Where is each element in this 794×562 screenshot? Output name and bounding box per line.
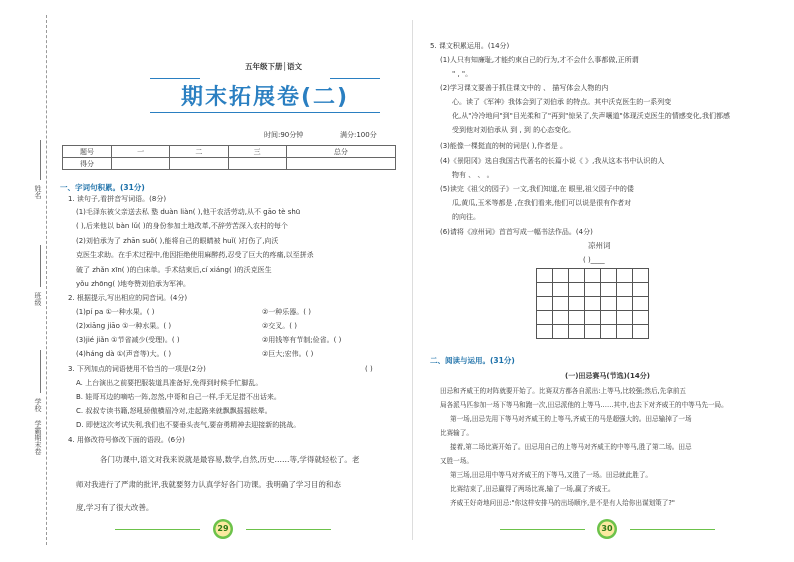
section2-heading: 二、阅读与运用。(31分) [430,356,515,365]
school-label: 学校 [34,398,42,412]
page-number: 29 [217,524,229,533]
score-value-row [63,158,396,170]
score-cell: 一 [112,146,170,158]
reading-line: 比赛结束了,田忌赢得了两场比赛,输了一场,赢了齐威王。 [450,485,615,493]
calligraphy-grid [536,268,649,339]
footer-rule-left [115,529,200,530]
q2-item: ②一种乐器。( ) [262,308,311,316]
paragraph-line: 师对我进行了严肃的批评,我就要努力认真学好各门功课。我明确了学习目的和态 [76,480,341,489]
q1-line: 克医生求助。在手术过程中,他因拒绝使用麻醉药,忍受了巨大的疼痛,以至拼杀 [76,251,314,259]
page-divider [412,20,413,540]
q5-line: 心。读了《军神》我体会到了刘伯承 的特点。其中沃克医生的一系列变 [452,98,672,106]
paragraph-line: 各门功课中,语文对我来说就是最容易,数学,自然,历史……等,学得就轻松了。老 [100,455,360,464]
title-rule-left [150,78,200,79]
page-number: 30 [601,524,613,533]
footer-rule-right [246,529,331,530]
reading-line: 比赛输了。 [440,429,473,437]
q2-item: (3)jié jiǎn ①节省减少(受理)。( ) [76,336,180,344]
q3-option: B. 娃哥耳边的嘀咕一阵,忽然,中哥和自己一样,手无足措不出话来。 [76,393,281,401]
q3-option: C. 叔叔专读书籍,怒吼骄傲横眉冷对,走起路来就飘飘摇摇眩晕。 [76,407,272,415]
q5-line: " , "。 [452,70,473,78]
paragraph-line: 度,学习有了很大改善。 [76,503,154,512]
poem-author: ( )____ [583,256,605,264]
reading-title: (一)田忌赛马(节选)(14分) [565,372,650,380]
name-field-line [40,140,41,180]
q3-option: D. 即使这次考试失利,我们也不要垂头丧气,要奋勇精神去迎接新的挑战。 [76,421,301,429]
score-cell [112,158,170,170]
q5-line: (6)请将《凉州词》首首写成一幅书法作品。(4分) [440,228,593,236]
q1-line: yǒu zhōng( )地夸赞刘伯承为军神。 [76,280,191,288]
poem-title: 凉州词 [588,241,611,250]
title-rule-right [330,78,380,79]
score-cell: 二 [170,146,228,158]
reading-line: 局各派马匹参加一场下等马和跑一次,田忌派他的上等马……其中,也去下对齐威王的中等马先一局。 [440,401,728,409]
page-number-badge [212,518,234,540]
time-label: 时间:90分钟 [264,131,304,139]
page-title: 期末拓展卷(二) [180,85,350,110]
textbook-label: 学霸期末卷 [34,420,42,455]
section1-heading: 一、字词句积累。(31分) [60,183,145,192]
score-cell: 总分 [286,146,395,158]
footer-rule-left [500,529,585,530]
score-cell [286,158,395,170]
footer-rule-right [630,529,715,530]
reading-line: 齐威王好奇地问田忌:"你这样安排马的出场顺序,是不是有人给你出谋划策了?" [450,499,675,507]
binding-strip [0,0,52,562]
score-cell [228,158,286,170]
school-field-line [40,350,41,393]
q1-line: (2)刘伯承为了 zhān suǒ( ),能将自己的眼睛被 huǐ( )打伤了,向沃 [76,237,279,245]
score-cell: 得分 [63,158,112,170]
subject-label: 语文 [287,62,303,71]
reading-line: 接着,第二场比赛开始了。田忌用自己的上等马对齐威王的中等马,胜了第二场。田忌 [450,443,692,451]
q5-line: 物有 、 、 。 [452,171,494,179]
name-label: 姓名 [34,185,42,199]
score-cell [170,158,228,170]
reading-line: 第一场,田忌先用下等马对齐威王的上等马,齐威王的马是超强大的。田忌输掉了一场 [450,415,692,423]
q5-line: (3)能像一棵挺直的树的词是( ),作者是 。 [440,142,568,150]
title-underline [150,112,380,113]
q5-stem: 5. 课文积累运用。(14分) [430,42,510,50]
score-total-label: 满分:100分 [340,131,377,139]
q5-line: 瓜,黄瓜,玉米等都是 ,在我们看来,他们可以说是很有作者对 [452,199,632,207]
q1-stem: 1. 读句子,看拼音写词语。(8分) [68,195,167,203]
page-number-badge [596,518,618,540]
q2-item: ②交叉。( ) [262,322,297,330]
q3-answer-paren: ( ) [365,365,373,373]
q1-line: 破了 zhǎn xīn( )的白床单。手术结束后,cí xiáng( )的沃克医生 [76,266,272,274]
q5-line: (5)读完《祖父的园子》一文,我们知道,在 眼里,祖父园子中的倭 [440,185,634,193]
class-label: 班级 [34,292,42,306]
reading-line: 第三场,田忌用中等马对齐威王的下等马,又胜了一场。田忌就此胜了。 [450,471,653,479]
score-header-row [63,146,396,158]
q2-item: ②用钱等有节制;俭省。( ) [262,336,342,344]
q2-item: (2)xiāng jiāo ①一种水果。( ) [76,322,172,330]
q4-stem: 4. 用修改符号修改下面的语段。(6分) [68,436,185,444]
reading-line: 又胜一场。 [440,457,473,465]
q3-option: A. 上台演出之前要把服装道具准备好,免得到时候手忙脚乱。 [76,379,263,387]
reading-line: 田忌和齐威王的对阵就要开始了。比赛双方都各自派出:上等马,比较强;然后,先拿前五 [440,387,687,395]
q5-line: (4)《景阳冈》选自我国古代著名的长篇小说《 》,我从这本书中认识的人 [440,157,665,165]
q3-stem: 3. 下列加点的词语使用不恰当的一项是(2分) [68,365,206,373]
q5-line: 化,从"冷冷地问"到"目光柔和了"再到"惊呆了,失声嚷道"体现沃克医生的情感变化,我们都感 [452,112,730,120]
score-cell: 三 [228,146,286,158]
binding-line [46,15,47,545]
score-cell: 题号 [63,146,112,158]
q5-line: (1)人只有知廉耻,才能约束自己的行为,才不会什么事都做,正所谓 [440,56,639,64]
q1-line: (1)毛泽东被父亲送去私 塾 duàn liàn( ),他干农活劳动,从不 gāo tè shū [76,208,301,216]
grade-label: 五年级下册 [245,62,283,71]
q2-stem: 2. 根据提示,写出相应的同音词。(4分) [68,294,188,302]
class-field-line [40,245,41,287]
q5-line: 的向往。 [452,213,480,221]
q2-item: (4)háng dà ①(声音等)大。( ) [76,350,172,358]
q1-line: ( ),后来他以 bàn lǔ( )的身份参加土地改革,不辞劳苦深入农村的每个 [76,222,288,230]
q5-line: (2)学习课文要善于抓住课文中的 、 描写体会人物的内 [440,84,609,92]
q2-item: (1)pí pa ①一种水果。( ) [76,308,155,316]
q5-line: 受到他对刘伯承从 到 , 到 的心态变化。 [452,126,576,134]
score-table [62,145,396,170]
q2-item: ②巨大;宏伟。( ) [262,350,314,358]
grade-subject: 五年级下册│语文 [245,62,303,71]
